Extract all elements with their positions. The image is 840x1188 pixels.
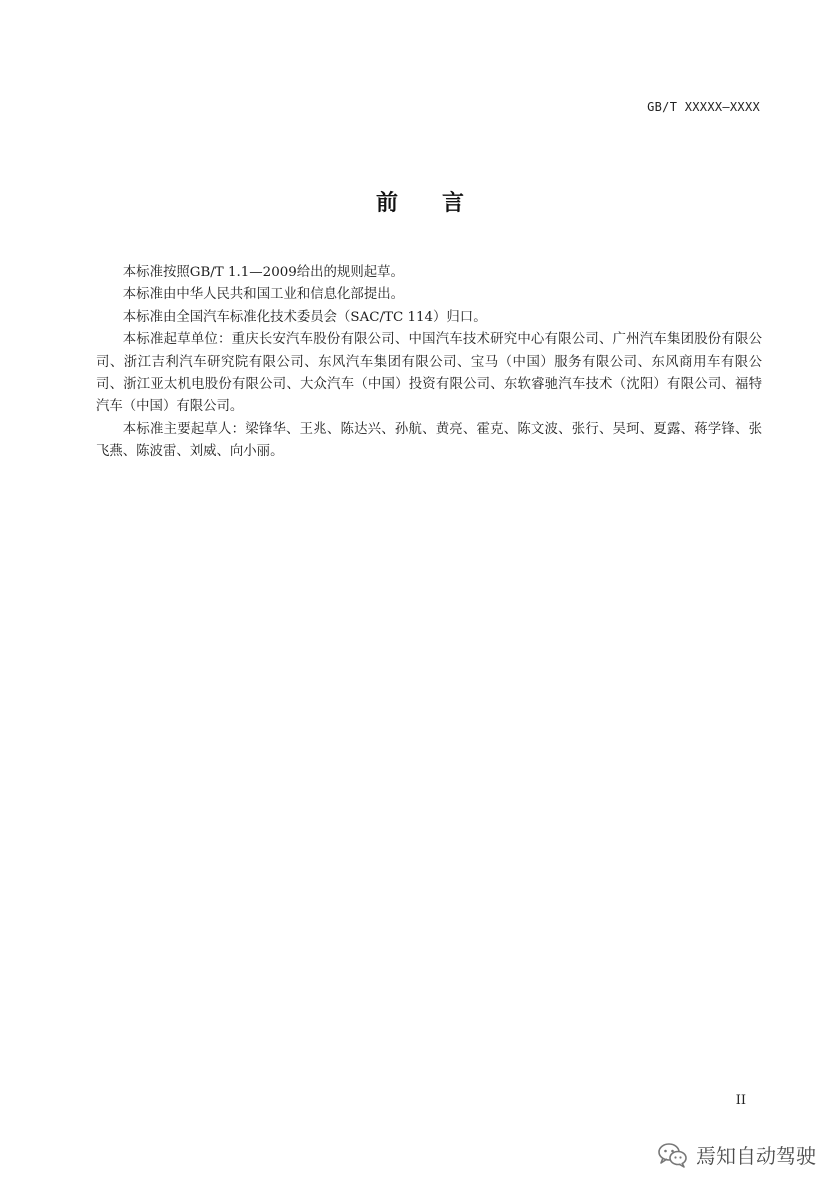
- paragraph-drafting-rules: 本标准按照GB/T 1.1—2009给出的规则起草。: [122, 265, 404, 280]
- paragraph-proposer: 本标准由中华人民共和国工业和信息化部提出。: [122, 287, 404, 303]
- paragraph-main-drafters: 本标准主要起草人：梁锋华、王兆、陈达兴、孙航、黄亮、霍克、陈文波、张行、吴珂、夏露、蒋学锋、张飞燕、陈波雷、刘威、向小丽。: [96, 421, 762, 460]
- document-code: GB/T XXXXX—XXXX: [647, 100, 760, 114]
- foreword-body: [96, 262, 762, 464]
- wechat-icon: [658, 1142, 688, 1168]
- watermark: [658, 1140, 816, 1169]
- watermark-text: 焉知自动驾驶: [696, 1144, 816, 1168]
- paragraph-technical-committee: 本标准由全国汽车标准化技术委员会（SAC/TC 114）归口。: [122, 309, 487, 325]
- paragraph-drafting-organizations: 本标准起草单位：重庆长安汽车股份有限公司、中国汽车技术研究中心有限公司、广州汽车集团股份有限公司、浙江吉利汽车研究院有限公司、东风汽车集团有限公司、宝马（中国）服务有限公司、东风商用车有限公司、浙江亚太机电股份有限公司、大众汽车（中国）投资有限公司、东软睿驰汽车技术（沈阳）有限公司、福特汽车（中国）有限公司。: [96, 332, 762, 415]
- title-char-1: 前: [375, 191, 398, 216]
- title-char-2: 言: [442, 191, 465, 216]
- page-title: [0, 186, 840, 217]
- page-number: II: [735, 1093, 746, 1108]
